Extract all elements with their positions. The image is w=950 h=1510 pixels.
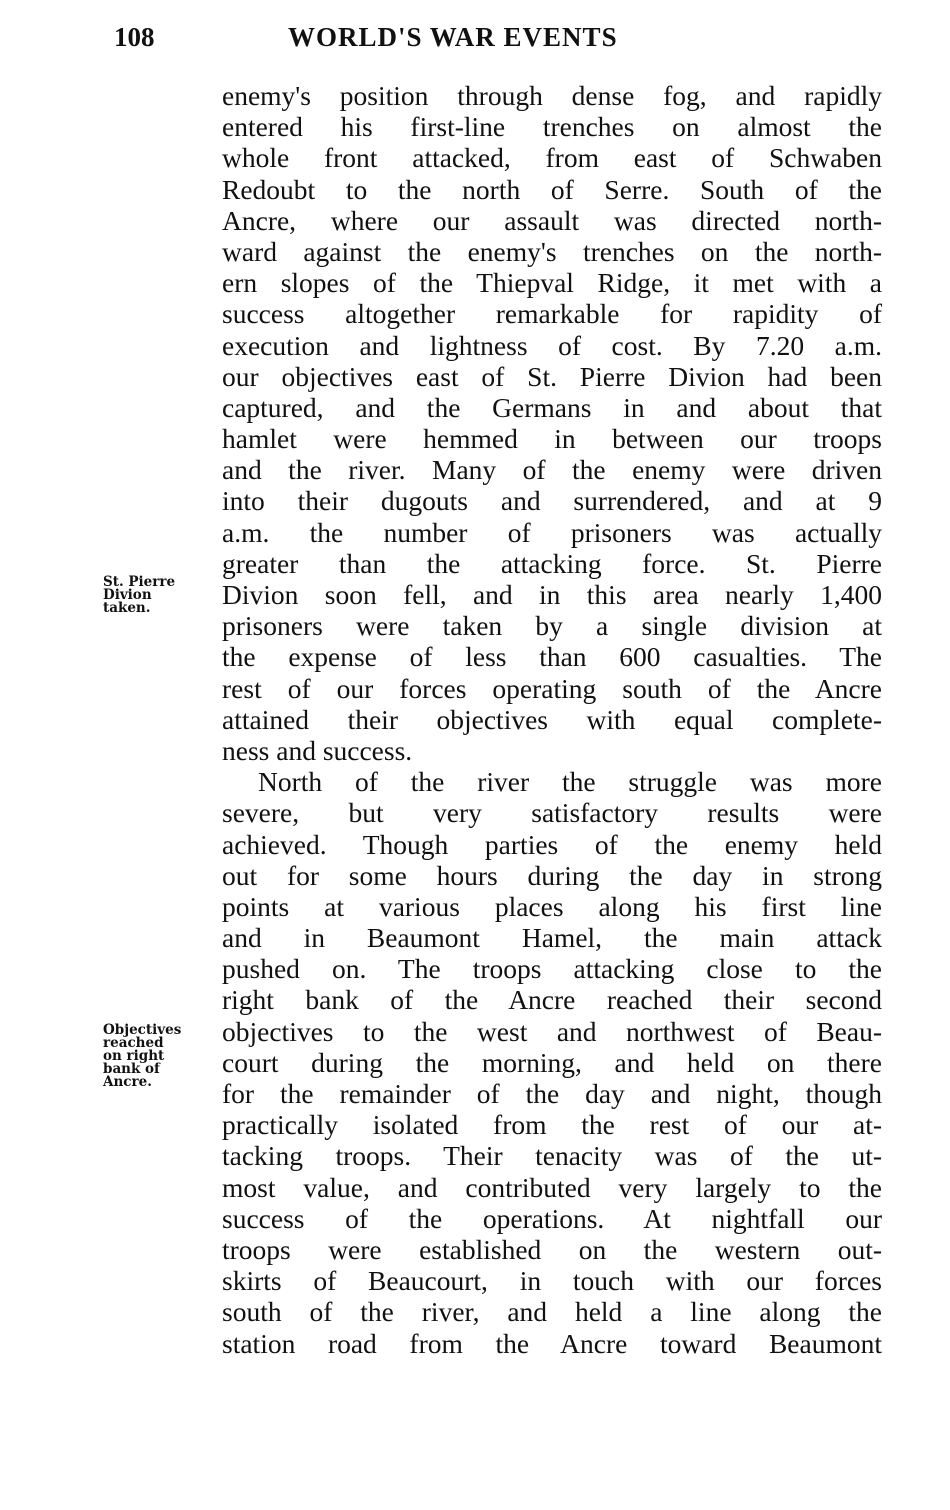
text-line: a.m. the number of prisoners was actually [222, 516, 882, 548]
text-line: for the remainder of the day and night, though [222, 1078, 882, 1109]
text-line: and in Beaumont Hamel, the main attack [222, 922, 882, 954]
text-line: practically isolated from the rest of our at- [222, 1109, 882, 1141]
side-note-st-pierre-divion [103, 576, 175, 615]
text-line: right bank of the Ancre reached their second [222, 984, 882, 1016]
text-line: achieved. Though parties of the enemy held [222, 828, 882, 860]
text-line: skirts of Beaucourt, in touch with our forces [222, 1265, 882, 1297]
page-number: 108 [114, 22, 155, 52]
text-line: whole front attacked, from east of Schwaben [222, 142, 882, 174]
side-note-line: Objectives [103, 1022, 182, 1038]
side-note-line: Divion [103, 587, 152, 603]
side-note-line: bank of [103, 1061, 160, 1077]
running-title: WORLD'S WAR EVENTS [288, 22, 618, 52]
text-line: and the river. Many of the enemy were driven [222, 454, 882, 486]
text-line: most value, and contributed very largely to the [222, 1171, 882, 1203]
text-line: points at various places along his first line [222, 890, 882, 922]
text-line: hamlet were hemmed in between our troops [222, 423, 882, 455]
text-line: objectives to the west and northwest of Beau- [222, 1015, 882, 1047]
text-line: troops were established on the western out- [222, 1233, 882, 1265]
text-line: prisoners were taken by a single division at [222, 610, 882, 642]
side-note-line: on right [103, 1048, 165, 1064]
body-text [222, 80, 882, 1359]
text-line: success altogether remarkable for rapidity of [222, 298, 882, 330]
text-line: the expense of less than 600 casualties. The [222, 641, 882, 673]
side-note-objectives-reached [103, 1024, 181, 1089]
text-line: success of the operations. At nightfall our [222, 1202, 882, 1234]
text-line: pushed on. The troops attacking close to the [222, 953, 882, 985]
side-note-line: Ancre. [103, 1074, 152, 1090]
text-line: Redoubt to the north of Serre. South of the [222, 173, 882, 205]
text-line: severe, but very satisfactory results were [222, 797, 882, 829]
text-line: south of the river, and held a line along the [222, 1296, 882, 1328]
text-line: out for some hours during the day in strong [222, 859, 882, 891]
text-line: station road from the Ancre toward Beaumont [222, 1327, 882, 1359]
text-line: captured, and the Germans in and about that [222, 391, 882, 423]
text-line: our objectives east of St. Pierre Divion had been [222, 360, 882, 392]
text-line: rest of our forces operating south of the Ancre [222, 672, 882, 704]
text-line: ward against the enemy's trenches on the north- [222, 235, 882, 267]
text-line: Divion soon fell, and in this area nearly 1,400 [222, 579, 882, 610]
text-line: ern slopes of the Thiepval Ridge, it met with a [222, 267, 882, 299]
text-line: North of the river the struggle was more [258, 766, 882, 798]
text-line: entered his first-line trenches on almost the [222, 111, 882, 143]
side-note-line: taken. [103, 600, 151, 616]
side-note-line: reached [103, 1035, 164, 1051]
text-line: tacking troops. Their tenacity was of the ut- [222, 1140, 882, 1172]
text-line: ness and success. [222, 734, 413, 766]
text-line: enemy's position through dense fog, and rapidly [222, 80, 882, 111]
text-line: greater than the attacking force. St. Pierre [222, 547, 882, 579]
text-line: attained their objectives with equal complete- [222, 703, 882, 735]
text-line: court during the morning, and held on there [222, 1046, 882, 1078]
text-line: into their dugouts and surrendered, and at 9 [222, 485, 882, 517]
side-note-line: St. Pierre [103, 574, 176, 590]
text-line: execution and lightness of cost. By 7.20 a.m. [222, 329, 882, 361]
text-line: Ancre, where our assault was directed north- [222, 204, 882, 236]
